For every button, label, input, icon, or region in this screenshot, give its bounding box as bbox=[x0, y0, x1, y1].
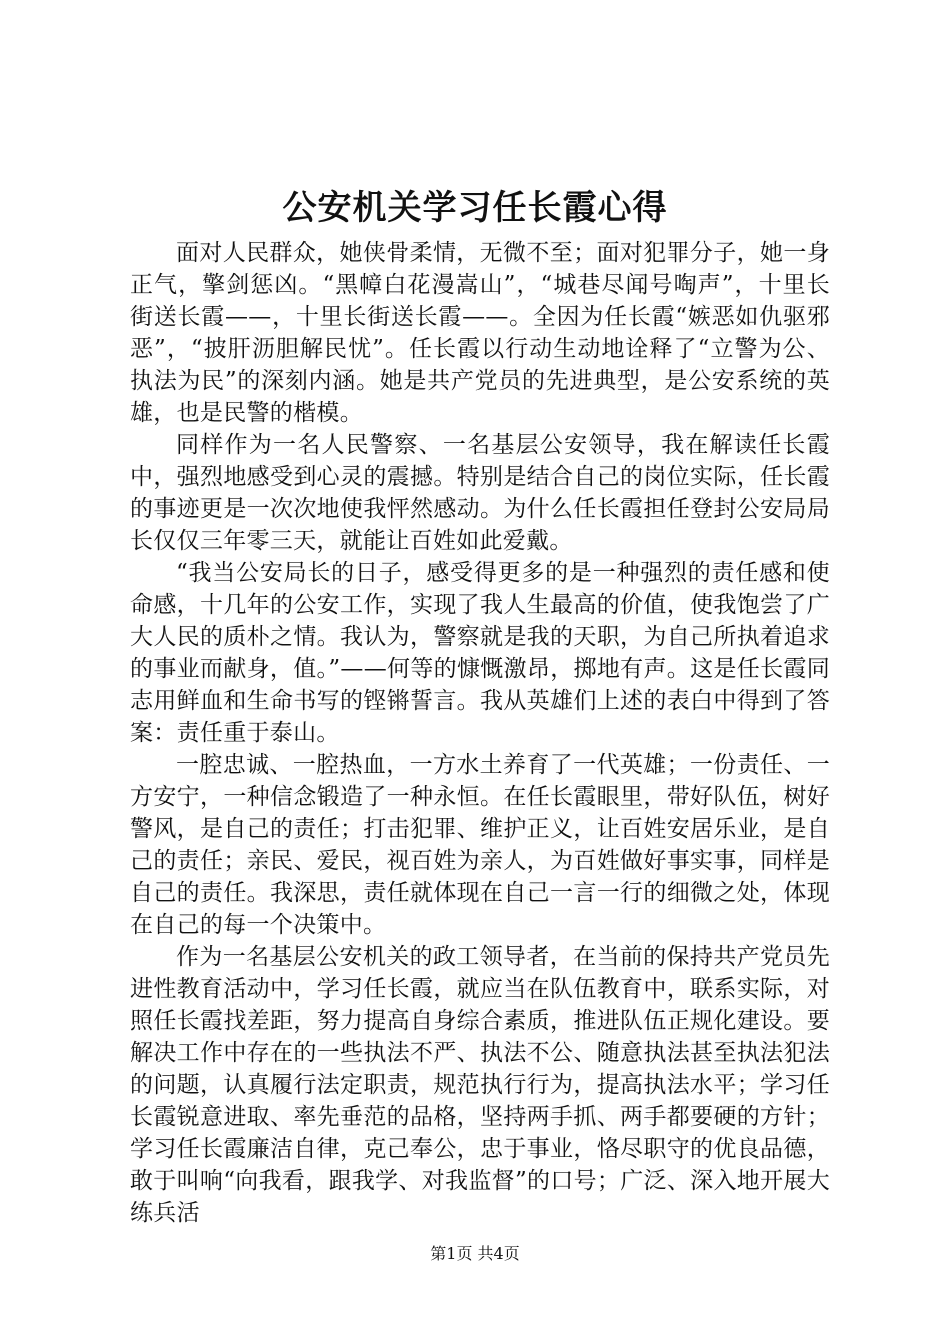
document-body bbox=[130, 237, 830, 1229]
document-title: 公安机关学习任长霞心得 bbox=[282, 188, 668, 228]
paragraph: 作为一名基层公安机关的政工领导者，在当前的保持共产党员先进性教育活动中，学习任长霞，就应当在队伍教育中，联系实际，对照任长霞找差距，努力提高自身综合素质，推进队伍正规化建设。要解决工作中存在的一些执法不严、执法不公、随意执法甚至执法犯法的问题，认真履行法定职责，规范执行行为，提高执法水平；学习任长霞锐意进取、率先垂范的品格，坚持两手抓、两手都要硬的方针；学习任长霞廉洁自律，克己奉公，忠于事业，恪尽职守的优良品德，敢于叫响“向我看，跟我学、对我监督”的口号；广泛、深入地开展大练兵活 bbox=[130, 944, 830, 1226]
paragraph: 面对人民群众，她侠骨柔情，无微不至；面对犯罪分子，她一身正气，擎剑惩凶。“黑幛白花漫嵩山”，“城巷尽闻号啕声”，十里长街送长霞——，十里长街送长霞——。全因为任长霞“嫉恶如仇驱邪恶”，“披肝沥胆解民忧”。任长霞以行动生动地诠释了“立警为公、执法为民”的深刻内涵。她是共产党员的先进典型，是公安系统的英雄，也是民警的楷模。 bbox=[130, 240, 830, 426]
page-number-footer: 第1页 共4页 bbox=[430, 1244, 520, 1263]
paragraph: 同样作为一名人民警察、一名基层公安领导，我在解读任长霞中，强烈地感受到心灵的震撼。特别是结合自己的岗位实际，任长霞的事迹更是一次次地使我怦然感动。为什么任长霞担任登封公安局局长仅仅三年零三天，就能让百姓如此爱戴。 bbox=[130, 432, 830, 554]
paragraph: 一腔忠诚、一腔热血，一方水土养育了一代英雄；一份责任、一方安宁，一种信念锻造了一种永恒。在任长霞眼里，带好队伍，树好警风，是自己的责任；打击犯罪、维护正义，让百姓安居乐业，是自己的责任；亲民、爱民，视百姓为亲人，为百姓做好事实事，同样是自己的责任。我深思，责任就体现在自己一言一行的细微之处，体现在自己的每一个决策中。 bbox=[130, 752, 830, 938]
paragraph: “我当公安局长的日子，感受得更多的是一种强烈的责任感和使命感，十几年的公安工作，实现了我人生最高的价值，使我饱尝了广大人民的质朴之情。我认为，警察就是我的天职，为自己所执着追求的事业而献身，值。”——何等的慷慨激昂，掷地有声。这是任长霞同志用鲜血和生命书写的铿锵誓言。我从英雄们上述的表白中得到了答案：责任重于泰山。 bbox=[130, 560, 830, 746]
